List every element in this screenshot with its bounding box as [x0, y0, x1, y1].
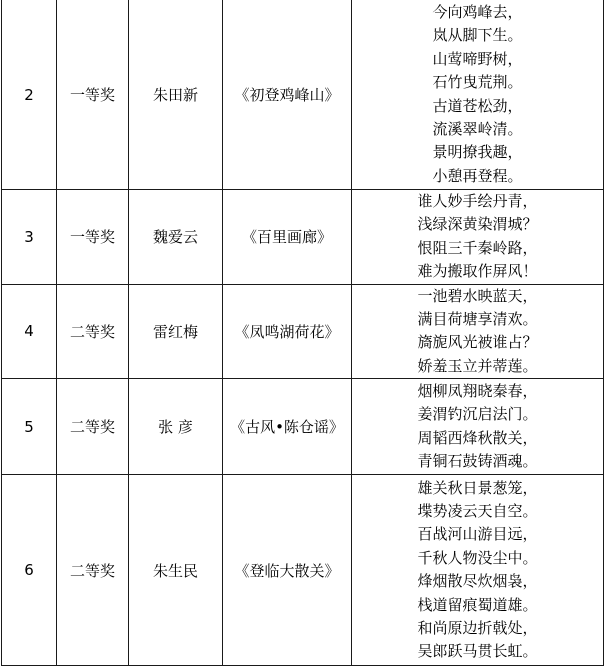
poem-line: 娇羞玉立并蒂莲。: [417, 356, 538, 375]
table-row: [2, 0, 604, 190]
poem-line: 姜渭钓沉启法门。: [417, 405, 538, 424]
prize-level-cell: 二等奖: [57, 379, 129, 475]
poem-title-cell: 《登临大散关》: [223, 475, 352, 666]
author-name-cell: 朱田新: [129, 0, 223, 190]
poem-line: 恨阻三千秦岭路，: [417, 238, 538, 257]
poem-line: 烟柳凤翔晓秦春，: [417, 381, 538, 400]
poem-line: 流溪翠岭清。: [432, 119, 523, 138]
poem-line: 百战河山游目远，: [417, 525, 538, 544]
poem-text-cell: [352, 0, 604, 190]
poem-text-cell: [352, 379, 604, 475]
entry-number-cell: 3: [2, 190, 57, 285]
poem-line: 满目荷塘享清欢。: [417, 309, 538, 328]
poem-line: 雄关秋日景葱笼，: [417, 478, 538, 497]
poem-line: 谁人妙手绘丹青，: [417, 192, 538, 210]
table-row: [2, 190, 604, 285]
poem-line: 堞势凌云天自空。: [417, 501, 538, 520]
entry-number-cell: 6: [2, 475, 57, 666]
poem-line: 岚从脚下生。: [432, 26, 523, 45]
table-body: [2, 0, 604, 666]
table-row: [2, 475, 604, 666]
poem-line: 一池碧水映蓝天，: [417, 286, 538, 305]
poem-line: 小憩再登程。: [432, 166, 523, 185]
poetry-awards-table: [1, 0, 604, 666]
table-row: [2, 379, 604, 475]
poem-line: 石竹曳荒荆。: [432, 73, 523, 92]
poem-line: 青铜石鼓铸酒魂。: [417, 452, 538, 471]
poem-line: 山莺啼野树，: [432, 49, 523, 68]
poem-line: 吴郎跃马贯长虹。: [417, 642, 538, 661]
prize-level-cell: 一等奖: [57, 190, 129, 285]
poem-text-cell: [352, 475, 604, 666]
poem-line: 景明撩我趣，: [432, 143, 523, 162]
poem-text-cell: [352, 284, 604, 379]
poem-title-cell: 《凤鸣湖荷花》: [223, 284, 352, 379]
poem-line: 烽烟散尽炊烟袅，: [417, 572, 538, 591]
poem-line: 千秋人物没尘中。: [417, 548, 538, 567]
author-name-cell: 朱生民: [129, 475, 223, 666]
poem-line: 浅绿深黄染渭城？: [417, 215, 538, 234]
poem-text-cell: [352, 190, 604, 285]
prize-level-cell: 二等奖: [57, 284, 129, 379]
prize-level-cell: 一等奖: [57, 0, 129, 190]
poem-line: 周韬西烽秋散关，: [417, 428, 538, 447]
poem-line: 古道苍松劲，: [432, 96, 523, 115]
table-row: [2, 284, 604, 379]
poem-line: 今向鸡峰去，: [432, 2, 523, 21]
author-name-cell: 魏爱云: [129, 190, 223, 285]
poem-title-cell: 《百里画廊》: [223, 190, 352, 285]
poem-title-cell: 《初登鸡峰山》: [223, 0, 352, 190]
entry-number-cell: 2: [2, 0, 57, 190]
poem-line: 和尚原边折戟处，: [417, 618, 538, 637]
entry-number-cell: 4: [2, 284, 57, 379]
poem-line: 旖旎风光被谁占？: [417, 333, 538, 352]
poem-title-cell: 《古风•陈仓谣》: [223, 379, 352, 475]
entry-number-cell: 5: [2, 379, 57, 475]
prize-level-cell: 二等奖: [57, 475, 129, 666]
poem-line: 栈道留痕蜀道雄。: [417, 595, 538, 614]
author-name-cell: 张 彦: [129, 379, 223, 475]
poem-line: 难为搬取作屏风！: [417, 262, 538, 281]
author-name-cell: 雷红梅: [129, 284, 223, 379]
